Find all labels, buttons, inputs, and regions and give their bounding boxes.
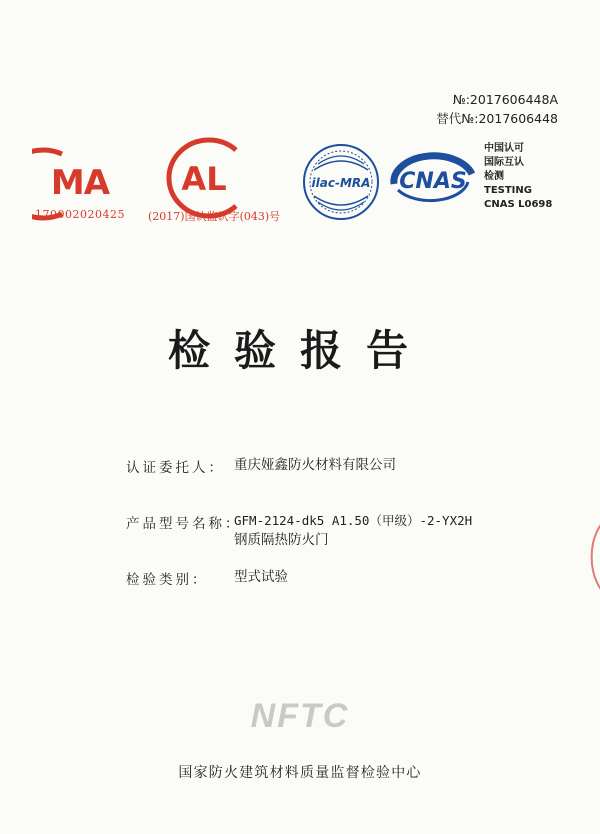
cnas-line-2: 国际互认 [484,157,524,168]
cma-number: 170002020425 [35,208,125,221]
cnas-line-1: 中国认可 [484,143,524,154]
report-number-block [436,90,558,128]
product-model-value: GFM-2124-dk5 A1.50（甲级）-2-YX2H [234,513,473,528]
test-type-label: 检验类别： [126,572,209,588]
report-replaces-number: 替代№:2017606448 [436,111,558,126]
product-label: 产品型号名称： [126,516,242,532]
ilac-mra-logo [300,142,382,222]
cal-logo-text: AL [181,160,227,198]
cnas-accreditation-text [484,142,552,212]
client-label: 认证委托人： [126,460,225,476]
cnas-line-5: CNAS L0698 [484,199,553,210]
ilac-logo-text: ilac-MRA [311,176,371,190]
cnas-logo-text: CNAS [399,169,467,194]
report-number: №:2017606448A [452,92,558,107]
partial-seal-stamp [584,512,600,602]
product-name-value: 钢质隔热防火门 [234,532,329,548]
test-type-value: 型式试验 [234,569,288,585]
organization-name: 国家防火建筑材料质量监督检验中心 [178,765,422,781]
page-title: 检验报告 [167,326,432,375]
client-value: 重庆娅鑫防火材料有限公司 [234,457,396,473]
cnas-line-3: 检测 [484,171,504,182]
cal-caption: (2017)国认监认字(043)号 [148,210,281,223]
nftc-logo: NFTC [250,697,350,735]
cnas-line-4: TESTING [484,185,532,196]
cnas-logo [388,148,478,210]
cma-logo-text: MA [50,163,110,203]
